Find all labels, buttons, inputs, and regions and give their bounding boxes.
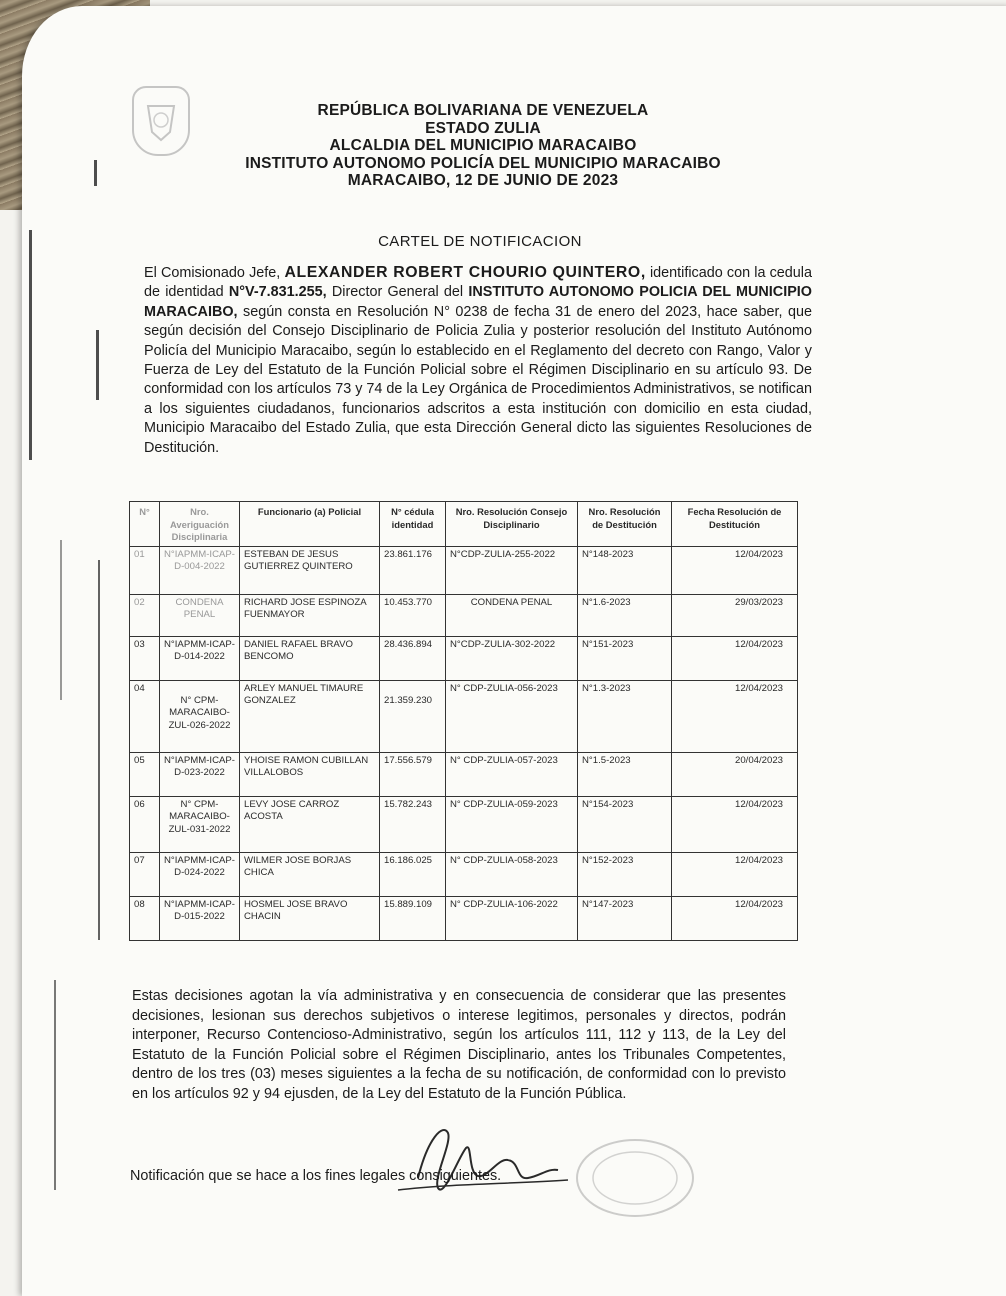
cell-destitucion: N°1.5-2023 <box>578 752 672 796</box>
body-intro-3: Director General del <box>326 284 469 301</box>
document-title: CARTEL DE NOTIFICACION <box>378 233 582 250</box>
header-state: ESTADO ZULIA <box>425 119 541 137</box>
scan-mark <box>60 540 62 700</box>
signature <box>388 1118 578 1204</box>
cell-cedula: 16.186.025 <box>380 852 446 896</box>
cell-num: 02 <box>130 594 160 636</box>
cell-averiguacion: N°IAPMM-ICAP-D-004-2022 <box>160 546 240 594</box>
institute-name: INSTITUTO AUTONOMO POLICIA DEL MUNICIPIO MARACAIBO, <box>144 284 812 320</box>
table-row <box>130 896 798 940</box>
header-funcionario: Funcionario (a) Policial <box>240 502 380 547</box>
cell-num: 01 <box>130 546 160 594</box>
document-header <box>0 102 966 190</box>
director-id: N°V-7.831.255, <box>228 284 327 301</box>
cell-consejo: N° CDP-ZULIA-058-2023 <box>446 852 578 896</box>
cell-cedula: 21.359.230 <box>380 680 446 752</box>
cell-fecha: 12/04/2023 <box>672 796 798 852</box>
cell-funcionario: HOSMEL JOSE BRAVO CHACIN <box>240 896 380 940</box>
header-institute: INSTITUTO AUTONOMO POLICÍA DEL MUNICIPIO MARACAIBO <box>245 154 721 172</box>
table-header-row <box>130 502 798 547</box>
cell-cedula: 28.436.894 <box>380 636 446 680</box>
director-name: ALEXANDER ROBERT CHOURIO QUINTERO, <box>284 264 646 281</box>
notification-line: Notificación que se hace a los fines legales consiguientes. <box>130 1168 502 1184</box>
body-rest: según consta en Resolución N° 0238 de fecha 31 de enero del 2023, hace saber, que según decisión del Consejo Disciplinario de Policia Zulia y posterior resolución del Instituto Autónomo Policía del Municipio Maracaibo, según lo establecido en el Reglamento del decreto con Rango, Valor y Fuerza de Ley del Estatuto de la Función Policial sobre el Régimen Disciplinario en su artículo 93. De conformidad con los artículos 73 y 74 de la Ley Orgánica de Procedimientos Administrativos, se notifican a los siguientes ciudadanos, funcionarios adscritos a esta institución con domicilio en esta ciudad, Municipio Maracaibo del Estado Zulia, que esta Dirección General dicto las siguientes Resoluciones de Destitución. <box>144 303 812 456</box>
cell-funcionario: YHOISE RAMON CUBILLAN VILLALOBOS <box>240 752 380 796</box>
cell-funcionario: RICHARD JOSE ESPINOZA FUENMAYOR <box>240 594 380 636</box>
cell-destitucion: N°154-2023 <box>578 796 672 852</box>
cell-averiguacion: N° CPM-MARACAIBO-ZUL-026-2022 <box>160 680 240 752</box>
header-date: MARACAIBO, 12 DE JUNIO DE 2023 <box>347 172 619 189</box>
cell-averiguacion: N°IAPMM-ICAP-D-015-2022 <box>160 896 240 940</box>
cell-averiguacion: N°IAPMM-ICAP-D-014-2022 <box>160 636 240 680</box>
header-fecha: Fecha Resolución de Destitución <box>672 502 798 547</box>
cell-funcionario: ESTEBAN DE JESUS GUTIERREZ QUINTERO <box>240 546 380 594</box>
header-municipality: ALCALDIA DEL MUNICIPIO MARACAIBO <box>329 137 637 154</box>
closing-paragraph: Estas decisiones agotan la vía administrativa y en consecuencia de considerar que las presentes decisiones, lesionan sus derechos subjetivos o interese legitimos, personales y directos, podrán interponer, Recurso Contencioso-Administrativo, según los artículos 111, 112 y 113, de la Ley del Estatuto de la Función Policial sobre el Régimen Disciplinario, antes los Tribunales Competentes, dentro de los tres (03) meses siguientes a la fecha de su notificación, de conformidad con lo previsto en los artículos 92 y 94 ejusden, de la Ley del Estatuto de la Función Pública. <box>132 988 786 1102</box>
scan-mark <box>96 330 99 400</box>
header-republic: REPÚBLICA BOLIVARIANA DE VENEZUELA <box>317 102 649 119</box>
cell-num: 06 <box>130 796 160 852</box>
cell-consejo: N°CDP-ZULIA-302-2022 <box>446 636 578 680</box>
cell-destitucion: N°1.6-2023 <box>578 594 672 636</box>
cell-num: 08 <box>130 896 160 940</box>
table-row <box>130 852 798 896</box>
cell-fecha: 12/04/2023 <box>672 896 798 940</box>
table-row <box>130 752 798 796</box>
cell-consejo: CONDENA PENAL <box>446 594 578 636</box>
cell-fecha: 12/04/2023 <box>672 680 798 752</box>
cell-consejo: N° CDP-ZULIA-059-2023 <box>446 796 578 852</box>
cell-cedula: 10.453.770 <box>380 594 446 636</box>
header-num: N° <box>130 502 160 547</box>
resolutions-table-wrap <box>129 501 797 941</box>
cell-cedula: 15.889.109 <box>380 896 446 940</box>
cell-consejo: N°CDP-ZULIA-255-2022 <box>446 546 578 594</box>
cell-destitucion: N°152-2023 <box>578 852 672 896</box>
cell-fecha: 12/04/2023 <box>672 636 798 680</box>
cell-fecha: 12/04/2023 <box>672 852 798 896</box>
scan-mark <box>54 980 56 1190</box>
table-row <box>130 594 798 636</box>
header-averiguacion: Nro. Averiguación Disciplinaria <box>160 502 240 547</box>
scan-mark <box>98 560 100 940</box>
cell-funcionario: ARLEY MANUEL TIMAURE GONZALEZ <box>240 680 380 752</box>
body-paragraph <box>144 263 812 458</box>
cell-fecha: 29/03/2023 <box>672 594 798 636</box>
cell-consejo: N° CDP-ZULIA-106-2022 <box>446 896 578 940</box>
header-cedula: N° cédula identidad <box>380 502 446 547</box>
cell-fecha: 12/04/2023 <box>672 546 798 594</box>
cell-destitucion: N°147-2023 <box>578 896 672 940</box>
header-destitucion: Nro. Resolución de Destitución <box>578 502 672 547</box>
cell-num: 05 <box>130 752 160 796</box>
cell-consejo: N° CDP-ZULIA-056-2023 <box>446 680 578 752</box>
cell-destitucion: N°151-2023 <box>578 636 672 680</box>
scan-mark <box>29 230 32 460</box>
cell-destitucion: N°1.3-2023 <box>578 680 672 752</box>
table-row <box>130 546 798 594</box>
cell-num: 07 <box>130 852 160 896</box>
cell-fecha: 20/04/2023 <box>672 752 798 796</box>
cell-cedula: 17.556.579 <box>380 752 446 796</box>
cell-cedula: 23.861.176 <box>380 546 446 594</box>
cell-funcionario: LEVY JOSE CARROZ ACOSTA <box>240 796 380 852</box>
cell-destitucion: N°148-2023 <box>578 546 672 594</box>
cell-cedula: 15.782.243 <box>380 796 446 852</box>
cell-averiguacion: N°IAPMM-ICAP-D-024-2022 <box>160 852 240 896</box>
body-intro-2: identificado con la cedula de identidad <box>144 265 813 301</box>
header-consejo: Nro. Resolución Consejo Disciplinario <box>446 502 578 547</box>
table-row <box>130 796 798 852</box>
cell-funcionario: DANIEL RAFAEL BRAVO BENCOMO <box>240 636 380 680</box>
cell-averiguacion: N° CPM-MARACAIBO-ZUL-031-2022 <box>160 796 240 852</box>
cell-consejo: N° CDP-ZULIA-057-2023 <box>446 752 578 796</box>
cell-averiguacion: CONDENA PENAL <box>160 594 240 636</box>
cell-num: 03 <box>130 636 160 680</box>
resolutions-table <box>129 501 798 941</box>
table-row <box>130 680 798 752</box>
cell-averiguacion: N°IAPMM-ICAP-D-023-2022 <box>160 752 240 796</box>
cell-funcionario: WILMER JOSE BORJAS CHICA <box>240 852 380 896</box>
cell-num: 04 <box>130 680 160 752</box>
table-row <box>130 636 798 680</box>
official-stamp <box>570 1130 700 1220</box>
body-intro: El Comisionado Jefe, <box>144 265 285 281</box>
